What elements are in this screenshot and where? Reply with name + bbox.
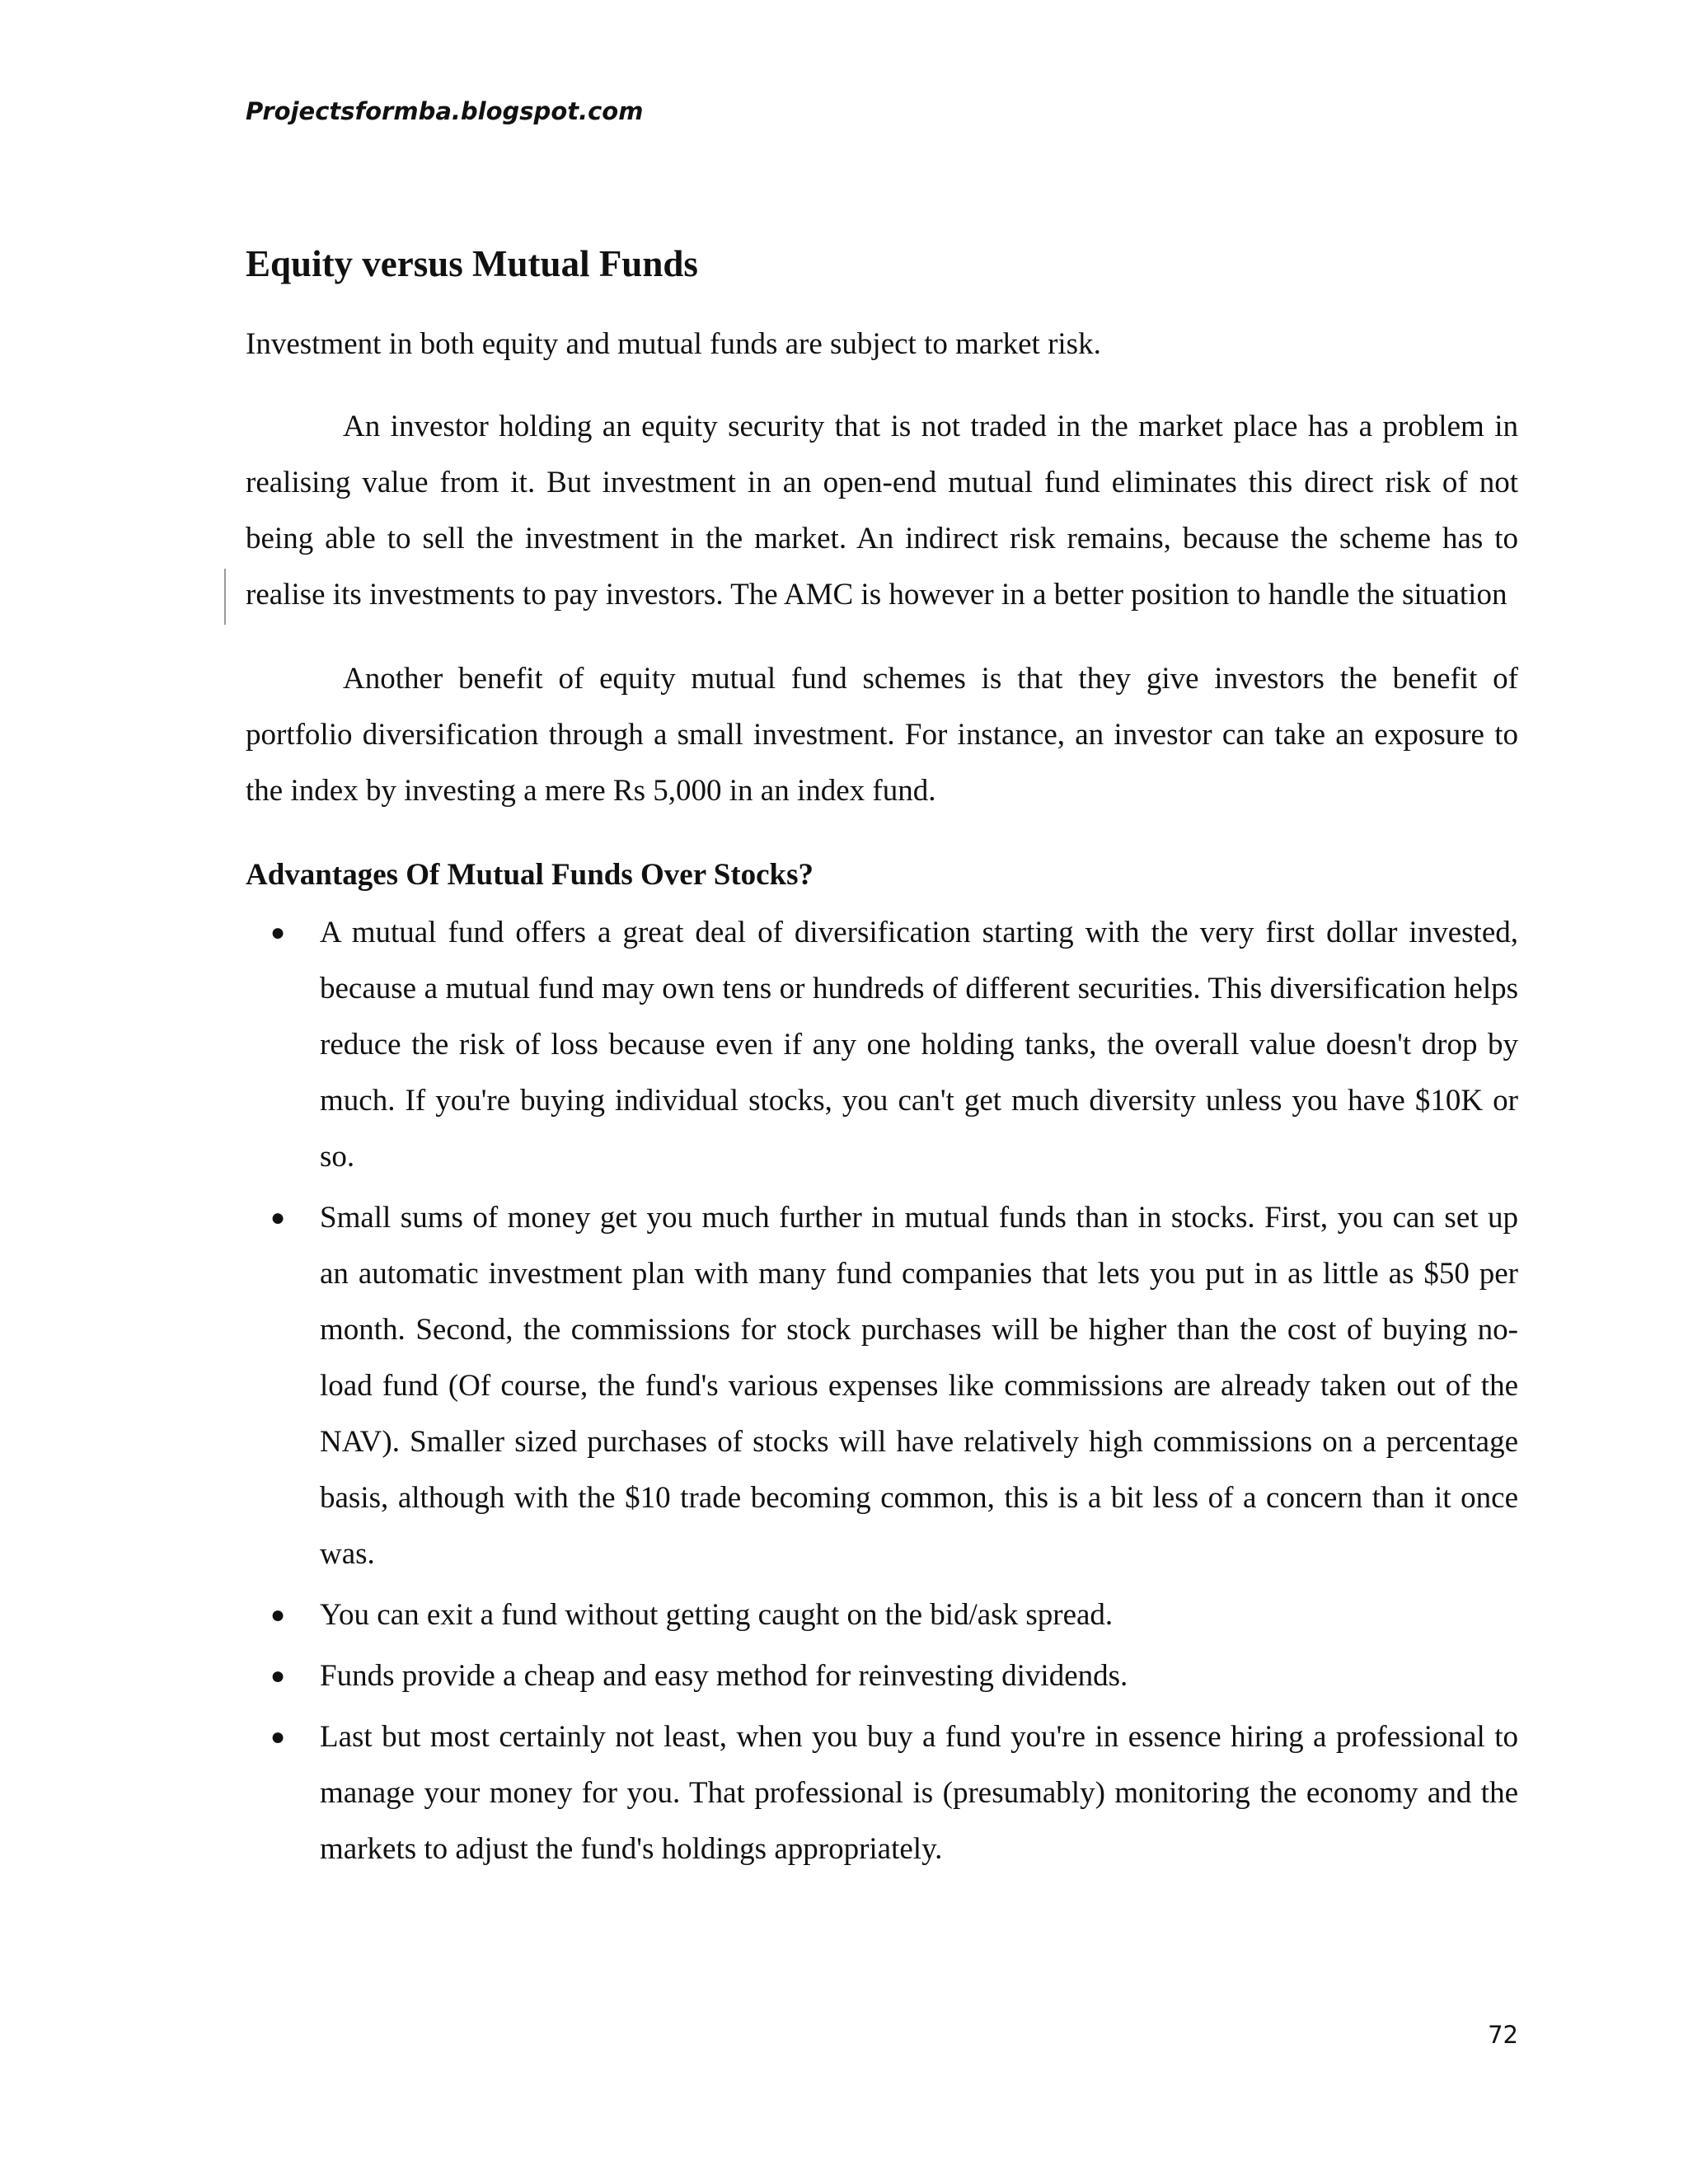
list-item xyxy=(246,1587,1518,1643)
list-item xyxy=(246,1190,1518,1582)
bullet-icon: ● xyxy=(270,1662,286,1690)
bullet-icon: ● xyxy=(270,1723,286,1750)
advantages-list xyxy=(246,905,1518,1877)
intro-paragraph: Investment in both equity and mutual funds are subject to market risk. xyxy=(246,327,1101,361)
list-item-text: Small sums of money get you much further in mutual funds than in stocks. First, you can set up an automatic investment plan with many fund companies that lets you put in as little as $50 per month. Second, the commissions for stock purchases will be higher than the cost of buying no-load fund (Of course, the fund's various expenses like commissions are already taken out of the NAV). Smaller sized purchases of stocks will have relatively high commissions on a percentage basis, although with the $10 trade becoming common, this is a bit less of a concern than it once was. xyxy=(320,1201,1518,1571)
list-item-text: Funds provide a cheap and easy method for reinvesting dividends. xyxy=(320,1659,1128,1693)
advantages-heading: Advantages Of Mutual Funds Over Stocks? xyxy=(246,858,814,892)
list-item xyxy=(246,1648,1518,1704)
paragraph-diversification: Another benefit of equity mutual fund schemes is that they give investors the benefit of portfolio diversification through a small investment. For instance, an investor can take an exposure to the index by investing a mere Rs 5,000 in an index fund. xyxy=(246,662,1518,808)
paragraph-liquidity: An investor holding an equity security that is not traded in the market place has a problem in realising value from it. But investment in an open-end mutual fund eliminates this direct risk of not being able to sell the investment in the market. An indirect risk remains, because the scheme has to realise its investments to pay investors. The AMC is however in a better position to handle the situation xyxy=(246,410,1518,612)
page-title: Equity versus Mutual Funds xyxy=(246,243,698,284)
main-content xyxy=(246,239,1518,1882)
list-item-text: Last but most certainly not least, when you buy a fund you're in essence hiring a professional to manage your money for you. That professional is (presumably) monitoring the economy and the markets to adjust the fund's holdings appropriately. xyxy=(320,1720,1518,1866)
margin-change-bar xyxy=(224,569,226,625)
list-item xyxy=(246,905,1518,1185)
bullet-icon: ● xyxy=(270,919,286,946)
bullet-icon: ● xyxy=(270,1601,286,1629)
list-item-text: You can exit a fund without getting caught on the bid/ask spread. xyxy=(320,1598,1114,1632)
bullet-icon: ● xyxy=(270,1204,286,1231)
header-site-name: Projectsformba.blogspot.com xyxy=(246,97,644,125)
list-item xyxy=(246,1709,1518,1877)
list-item-text: A mutual fund offers a great deal of diversification starting with the very first dollar invested, because a mutual fund may own tens or hundreds of different securities. This diversification helps reduce the risk of loss because even if any one holding tanks, the overall value doesn't drop by much. If you're buying individual stocks, you can't get much diversity unless you have $10K or so. xyxy=(320,916,1518,1174)
page-number: 72 xyxy=(1488,2021,1518,2049)
